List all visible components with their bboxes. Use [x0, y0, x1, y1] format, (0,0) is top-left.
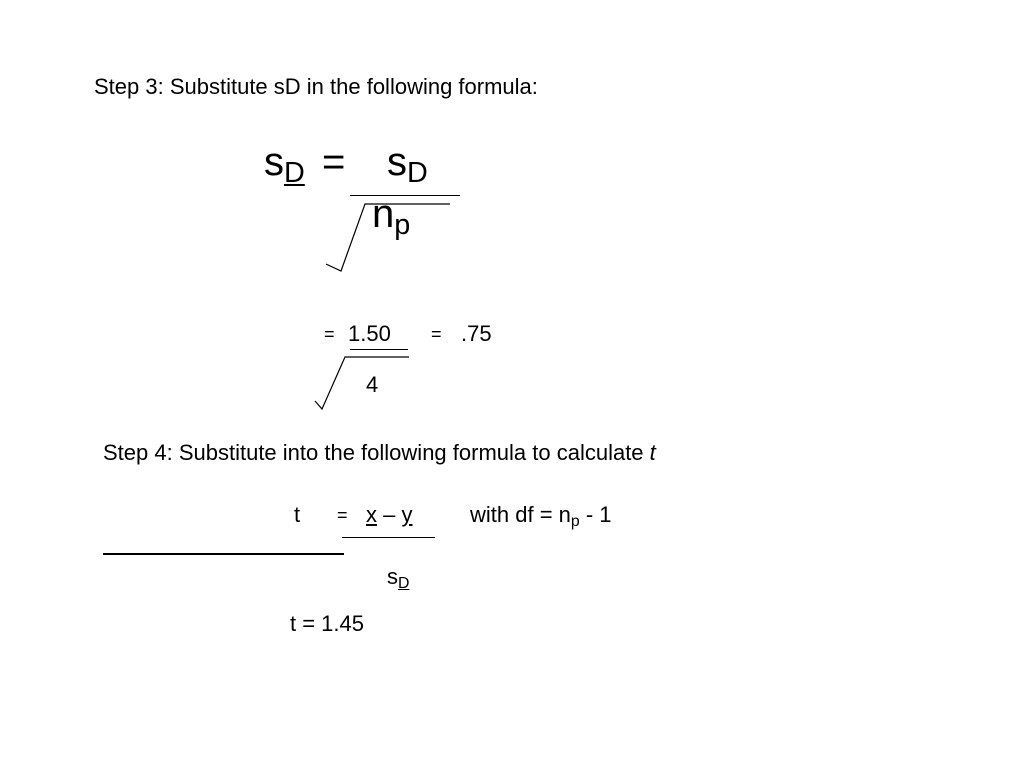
df-subscript: p — [570, 512, 580, 530]
denominator-subscript: p — [394, 209, 411, 242]
df-prefix: with df = n — [470, 502, 571, 527]
formula2-t: t — [294, 502, 301, 527]
step4-italic-t: t — [649, 440, 656, 465]
radical-sign-icon — [315, 357, 409, 409]
numerator-x: x — [366, 502, 377, 527]
lhs-symbol: s — [264, 140, 284, 184]
calc-denominator: 4 — [366, 372, 379, 397]
numerator-symbol: s — [387, 140, 407, 184]
denominator-subscript: D — [398, 574, 410, 592]
calc-result: .75 — [461, 321, 492, 346]
calc-equals-1: = — [324, 324, 335, 344]
numerator-y: y — [401, 502, 413, 527]
denominator-symbol: n — [372, 192, 395, 236]
lhs-subscript: D — [284, 157, 305, 190]
radical-sign-icon — [326, 204, 450, 271]
formula2-equals: = — [337, 505, 348, 525]
step3-heading: Step 3: Substitute sD in the following formula: — [94, 74, 538, 99]
numerator-subscript: D — [407, 157, 428, 190]
step4-text: Step 4: Substitute into the following formula to calculate — [103, 440, 644, 465]
calc-equals-2: = — [431, 324, 442, 344]
denominator-s: s — [387, 564, 398, 589]
result-text: t = 1.45 — [290, 611, 365, 636]
numerator-dash: – — [383, 502, 396, 527]
calc-numerator: 1.50 — [348, 321, 391, 346]
formula1-equals: = — [322, 140, 346, 184]
df-suffix: - 1 — [579, 502, 612, 527]
